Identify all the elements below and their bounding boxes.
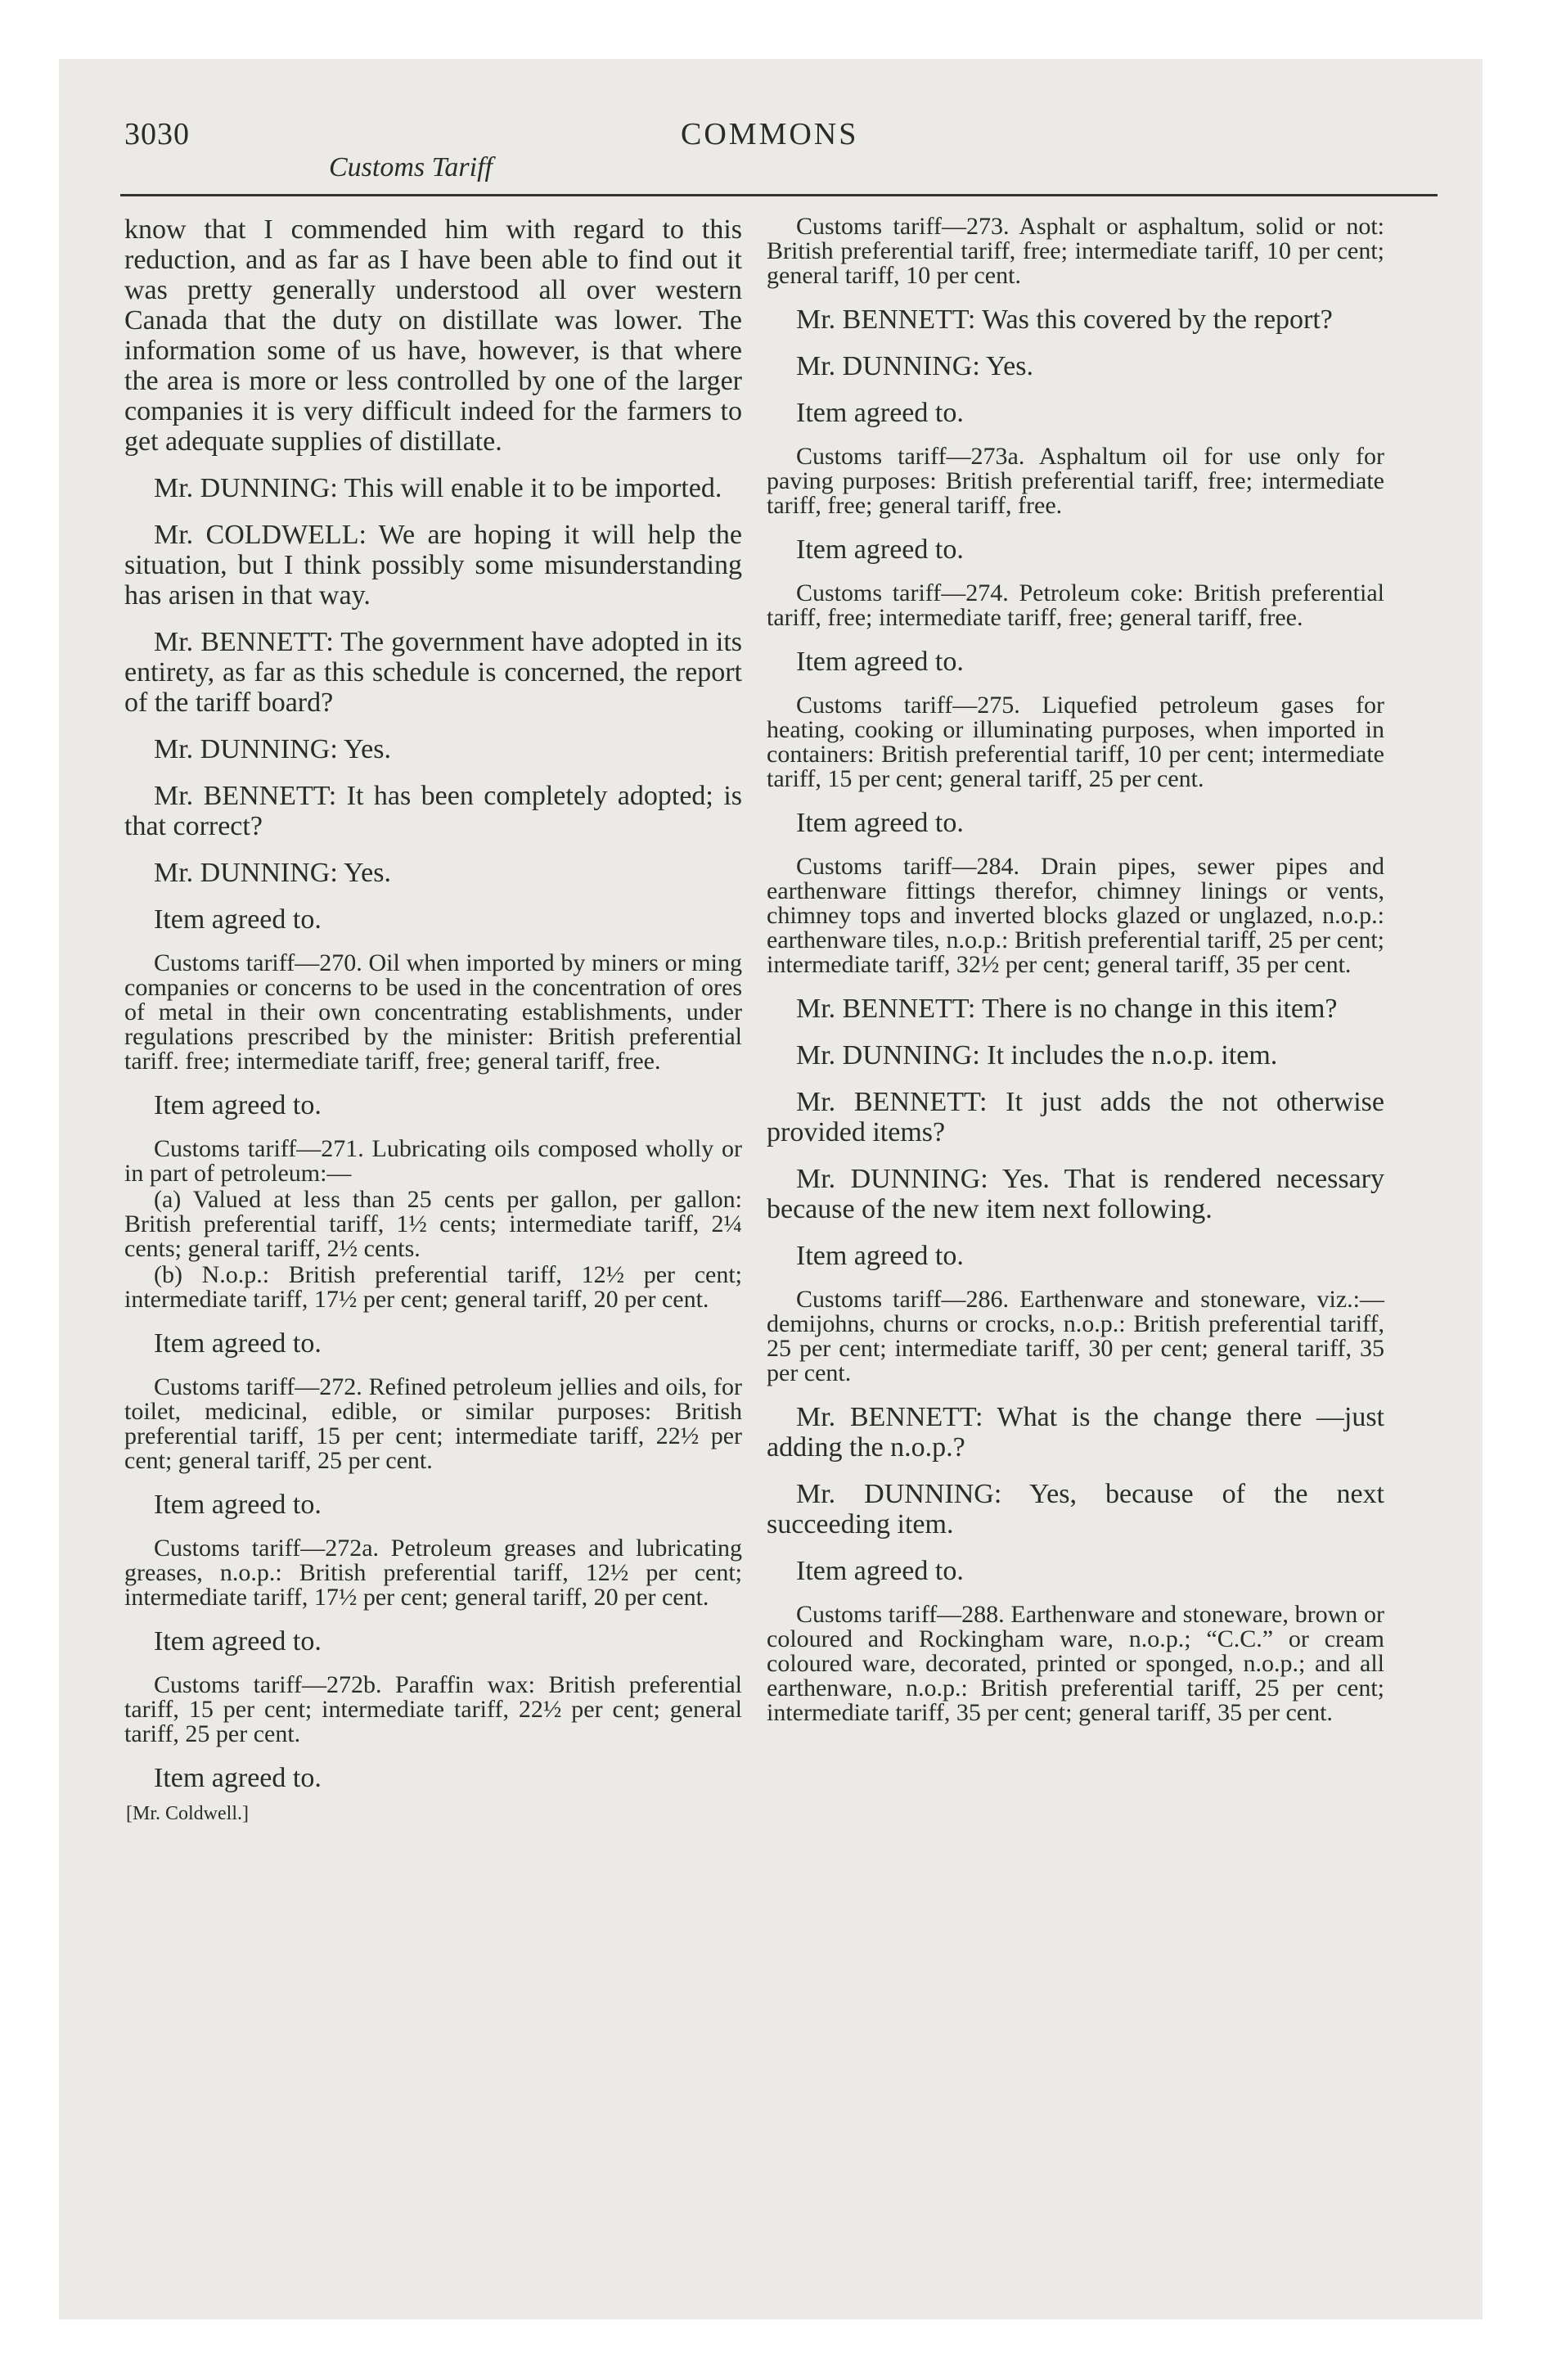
item-agreed: Item agreed to. <box>796 534 964 565</box>
tariff-clause: Customs tariff—271. Lubricating oils composed wholly or in part of petroleum:— <box>124 1135 742 1187</box>
item-agreed: Item agreed to. <box>154 1328 322 1359</box>
footnote: [Mr. Coldwell.] <box>126 1803 249 1824</box>
item-agreed: Item agreed to. <box>796 647 964 677</box>
page-subtitle: Customs Tariff <box>329 152 493 183</box>
item-agreed: Item agreed to. <box>796 398 964 428</box>
item-agreed: Item agreed to. <box>154 1626 322 1657</box>
speech-paragraph: Mr. BENNETT: Was this covered by the report? <box>796 304 1333 335</box>
tariff-clause: Customs tariff—272. Refined petroleum jellies and oils, for toilet, medicinal, edible, or similar purposes: British preferential tariff, 15 per cent; intermediate tariff, 22½ per cent; general tariff, 25 per cent. <box>124 1373 742 1474</box>
tariff-clause: Customs tariff—286. Earthenware and stoneware, viz.:—demijohns, churns or crocks, n.o.p.: British preferential tariff, 25 per cent; intermediate tariff, 30 per cent; general tariff, 35 per cent. <box>767 1286 1384 1386</box>
item-agreed: Item agreed to. <box>796 1241 964 1271</box>
speech-paragraph: Mr. BENNETT: It has been completely adopted; is that correct? <box>124 781 742 841</box>
document-page <box>59 59 1483 2319</box>
speech-paragraph: know that I commended him with regard to this reduction, and as far as I have been able to find out it was pretty generally understood all over western Canada that the duty on distillate was lower. The information some of us have, however, is that where the area is more or less controlled by one of the larger companies it is very difficult indeed for the farmers to get adequate supplies of distillate. <box>124 214 742 457</box>
speech-paragraph: Mr. DUNNING: Yes. That is rendered necessary because of the new item next following. <box>767 1164 1384 1224</box>
item-agreed: Item agreed to. <box>154 1090 322 1120</box>
speech-paragraph: Mr. BENNETT: The government have adopted in its entirety, as far as this schedule is concerned, the report of the tariff board? <box>124 627 742 718</box>
tariff-clause: Customs tariff—273a. Asphaltum oil for use only for paving purposes: British preferential tariff, free; intermediate tariff, free; general tariff, free. <box>767 443 1384 519</box>
header-rule <box>120 194 1438 196</box>
speech-paragraph: Mr. BENNETT: It just adds the not otherwise provided items? <box>767 1087 1384 1147</box>
speech-paragraph: Mr. DUNNING: It includes the n.o.p. item. <box>796 1040 1278 1071</box>
item-agreed: Item agreed to. <box>796 1556 964 1586</box>
tariff-subclause: (a) Valued at less than 25 cents per gallon, per gallon: British preferential tariff, 1½ cents; intermediate tariff, 2¼ cents; general tariff, 2½ cents. <box>124 1186 742 1262</box>
speech-paragraph: Mr. DUNNING: This will enable it to be imported. <box>154 473 722 503</box>
page-number: 3030 <box>124 117 190 151</box>
item-agreed: Item agreed to. <box>154 1490 322 1520</box>
tariff-clause: Customs tariff—270. Oil when imported by miners or ming companies or concerns to be used in the concentration of ores of metal in their own concentrating establishments, under regulations prescribed by the minister: British preferential tariff. free; intermediate tariff, free; general tariff, free. <box>124 949 742 1075</box>
tariff-clause: Customs tariff—274. Petroleum coke: British preferential tariff, free; intermediate tariff, free; general tariff, free. <box>767 579 1384 631</box>
speech-paragraph: Mr. DUNNING: Yes. <box>796 351 1033 381</box>
tariff-clause: Customs tariff—272a. Petroleum greases and lubricating greases, n.o.p.: British preferential tariff, 12½ per cent; intermediate tariff, 17½ per cent; general tariff, 20 per cent. <box>124 1535 742 1611</box>
item-agreed: Item agreed to. <box>154 904 322 935</box>
tariff-clause: Customs tariff—272b. Paraffin wax: British preferential tariff, 15 per cent; intermediate tariff, 22½ per cent; general tariff, 25 per cent. <box>124 1671 742 1747</box>
tariff-clause: Customs tariff—273. Asphalt or asphaltum, solid or not: British preferential tariff, free; intermediate tariff, 10 per cent; general tariff, 10 per cent. <box>767 213 1384 289</box>
tariff-clause: Customs tariff—275. Liquefied petroleum gases for heating, cooking or illuminating purposes, when imported in containers: British preferential tariff, 10 per cent; intermediate tariff, 15 per cent; general tariff, 25 per cent. <box>767 692 1384 792</box>
speech-paragraph: Mr. DUNNING: Yes. <box>154 858 391 888</box>
item-agreed: Item agreed to. <box>154 1763 322 1793</box>
speech-paragraph: Mr. BENNETT: There is no change in this item? <box>796 994 1338 1024</box>
tariff-subclause: (b) N.o.p.: British preferential tariff, 12½ per cent; intermediate tariff, 17½ per cent; general tariff, 20 per cent. <box>124 1261 742 1313</box>
speech-paragraph: Mr. DUNNING: Yes. <box>154 734 391 764</box>
speech-paragraph: Mr. DUNNING: Yes, because of the next succeeding item. <box>767 1479 1384 1539</box>
speech-paragraph: Mr. BENNETT: What is the change there —just adding the n.o.p.? <box>767 1402 1384 1463</box>
left-column <box>124 214 742 1825</box>
speech-paragraph: Mr. COLDWELL: We are hoping it will help the situation, but I think possibly some misunderstanding has arisen in that way. <box>124 520 742 611</box>
tariff-clause: Customs tariff—284. Drain pipes, sewer pipes and earthenware fittings therefor, chimney linings or vents, chimney tops and inverted blocks glazed or unglazed, n.o.p.: earthenware tiles, n.o.p.: British preferential tariff, 25 per cent; intermediate tariff, 32½ per cent; general tariff, 35 per cent. <box>767 853 1384 978</box>
right-column <box>767 214 1384 1742</box>
item-agreed: Item agreed to. <box>796 808 964 838</box>
page-title: COMMONS <box>681 117 859 151</box>
tariff-clause: Customs tariff—288. Earthenware and stoneware, brown or coloured and Rockingham ware, n.o.p.; “C.C.” or cream coloured ware, decorated, printed or sponged, n.o.p.; and all earthenware, n.o.p.: British preferential tariff, 25 per cent; intermediate tariff, 35 per cent; general tariff, 35 per cent. <box>767 1601 1384 1726</box>
